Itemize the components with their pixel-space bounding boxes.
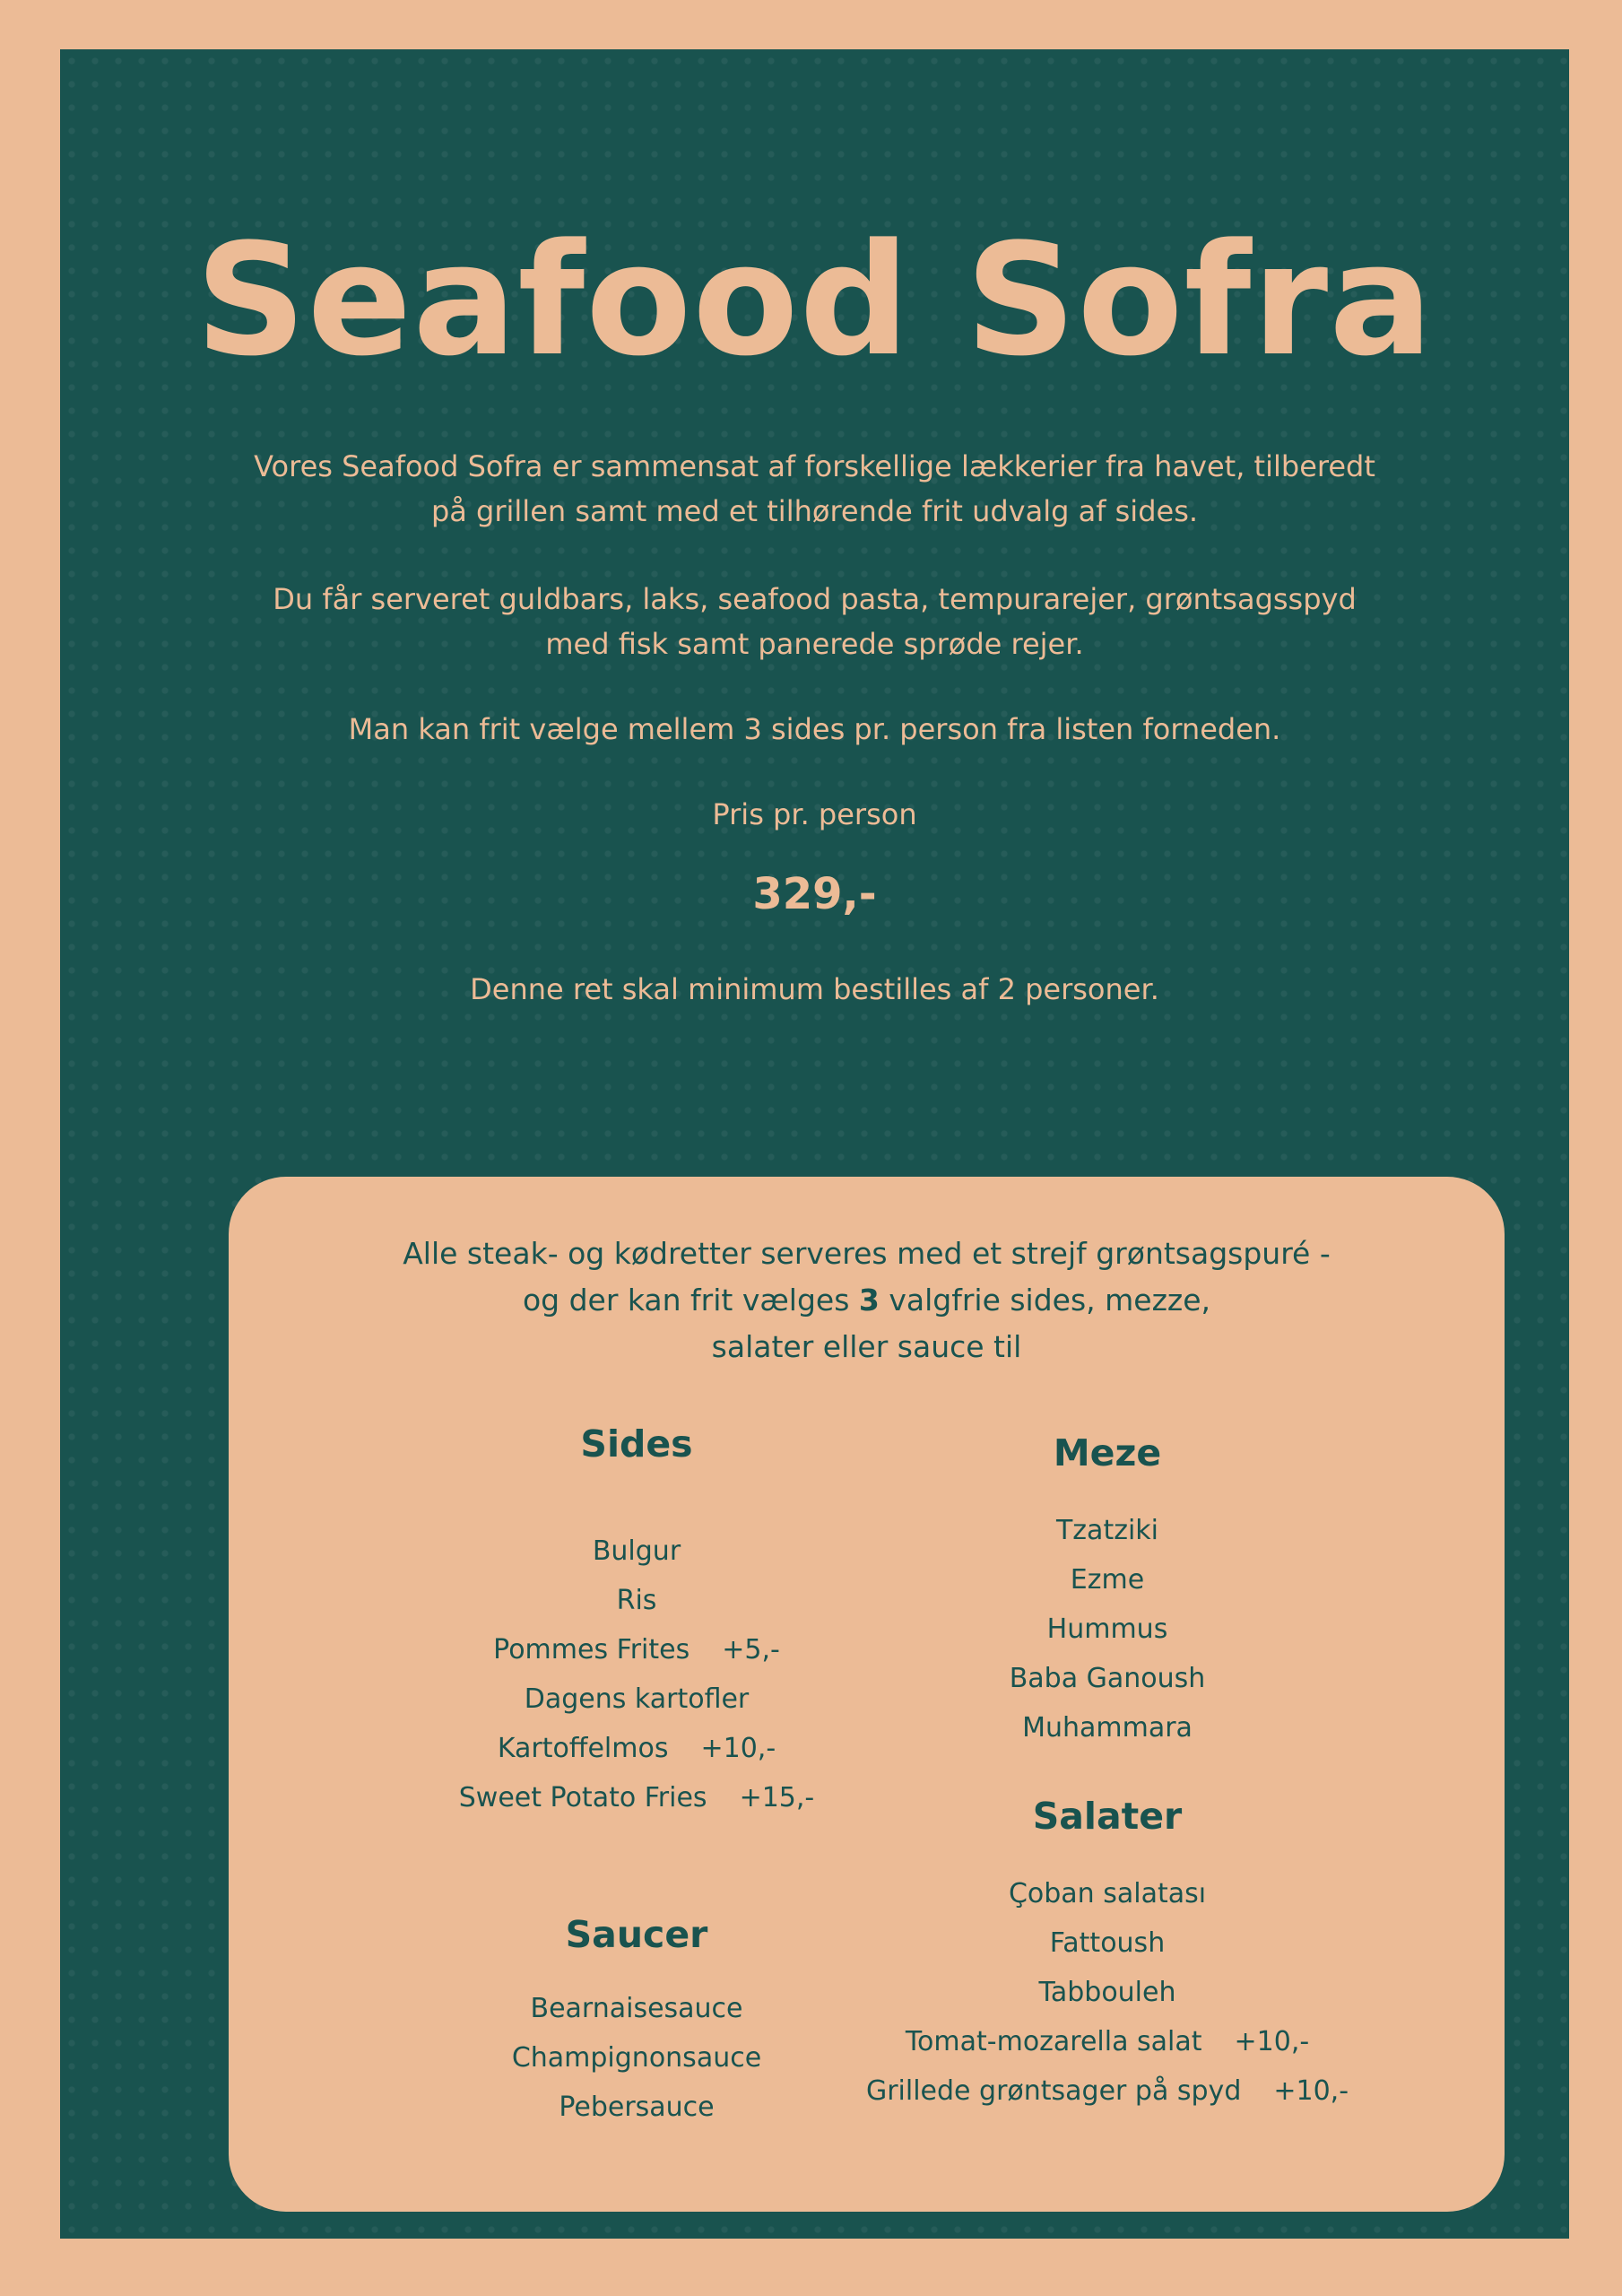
meze-item bbox=[802, 1654, 1412, 1703]
page-title: Seafood Sofra bbox=[195, 210, 1435, 390]
salater-item-name: Fattoush bbox=[1049, 1927, 1166, 1959]
salater-item bbox=[802, 2066, 1412, 2116]
meze-item-name: Ezme bbox=[1070, 1564, 1145, 1596]
meze-item-name: Tzatziki bbox=[1055, 1515, 1158, 1546]
salater-item bbox=[802, 1968, 1412, 2017]
saucer-heading: Saucer bbox=[565, 1913, 708, 1956]
meze-item-name: Baba Ganoush bbox=[1009, 1663, 1206, 1694]
salater-list bbox=[802, 1869, 1412, 2116]
meze-item bbox=[802, 1605, 1412, 1654]
card-intro-count: 3 bbox=[858, 1283, 880, 1318]
card-intro-line-3: salater eller sauce til bbox=[711, 1329, 1022, 1364]
card-intro bbox=[229, 1231, 1505, 1370]
sides-item-surcharge: +15,- bbox=[739, 1782, 815, 1813]
sides-item-name: Dagens kartofler bbox=[524, 1683, 750, 1715]
salater-item-surcharge: +10,- bbox=[1234, 2026, 1310, 2057]
meze-item-name: Muhammara bbox=[1022, 1712, 1193, 1744]
card-intro-line-2-before: og der kan frit vælges bbox=[522, 1283, 859, 1318]
saucer-item-name: Pebersauce bbox=[559, 2092, 715, 2123]
minimum-order-note: Denne ret skal minimum bestilles af 2 personer. bbox=[470, 972, 1159, 1006]
salater-item-name: Tomat-mozarella salat bbox=[905, 2026, 1202, 2057]
price-value: 329,- bbox=[752, 869, 877, 919]
sides-item-surcharge: +10,- bbox=[700, 1733, 776, 1764]
salater-item-name: Tabbouleh bbox=[1038, 1977, 1176, 2008]
salater-item-surcharge: +10,- bbox=[1273, 2075, 1349, 2107]
intro-paragraph-2: Du får serveret guldbars, laks, seafood pasta, tempurarejer, grøntsagsspyd med fisk samt panerede sprøde rejer. bbox=[273, 582, 1357, 661]
menu-panel bbox=[60, 49, 1569, 2239]
sides-item-surcharge: +5,- bbox=[722, 1634, 780, 1665]
saucer-item-name: Champignonsauce bbox=[511, 2042, 762, 2074]
meze-item bbox=[802, 1506, 1412, 1555]
saucer-item-name: Bearnaisesauce bbox=[530, 1993, 743, 2024]
salater-heading: Salater bbox=[1032, 1795, 1183, 1838]
meze-item bbox=[802, 1555, 1412, 1605]
sides-card bbox=[229, 1177, 1505, 2212]
sides-item-name: Sweet Potato Fries bbox=[458, 1782, 707, 1813]
card-intro-line-2 bbox=[229, 1277, 1505, 1324]
salater-item bbox=[802, 1869, 1412, 1918]
sides-item-name: Bulgur bbox=[592, 1535, 681, 1567]
salater-item bbox=[802, 1918, 1412, 1968]
salater-item-name: Grillede grøntsager på spyd bbox=[865, 2075, 1242, 2107]
sides-heading: Sides bbox=[580, 1422, 693, 1465]
intro-paragraph-1: Vores Seafood Sofra er sammensat af forskellige lækkerier fra havet, tilberedt på grillen samt med et tilhørende frit udvalg af sides. bbox=[254, 449, 1375, 528]
sides-item-name: Kartoffelmos bbox=[497, 1733, 669, 1764]
meze-heading: Meze bbox=[1053, 1431, 1162, 1474]
salater-item-name: Çoban salatası bbox=[1008, 1878, 1207, 1909]
card-intro-line-2-after: valgfrie sides, mezze, bbox=[879, 1283, 1211, 1318]
salater-item bbox=[802, 2017, 1412, 2066]
price-label: Pris pr. person bbox=[712, 797, 917, 831]
meze-item bbox=[802, 1703, 1412, 1752]
sides-item-name: Ris bbox=[616, 1585, 657, 1616]
sides-item-name: Pommes Frites bbox=[493, 1634, 690, 1665]
meze-list bbox=[802, 1506, 1412, 1752]
card-intro-line-1: Alle steak- og kødretter serveres med et strejf grøntsagspuré - bbox=[403, 1236, 1331, 1271]
meze-item-name: Hummus bbox=[1046, 1613, 1168, 1645]
intro-paragraph-3: Man kan frit vælge mellem 3 sides pr. person fra listen forneden. bbox=[348, 712, 1281, 746]
